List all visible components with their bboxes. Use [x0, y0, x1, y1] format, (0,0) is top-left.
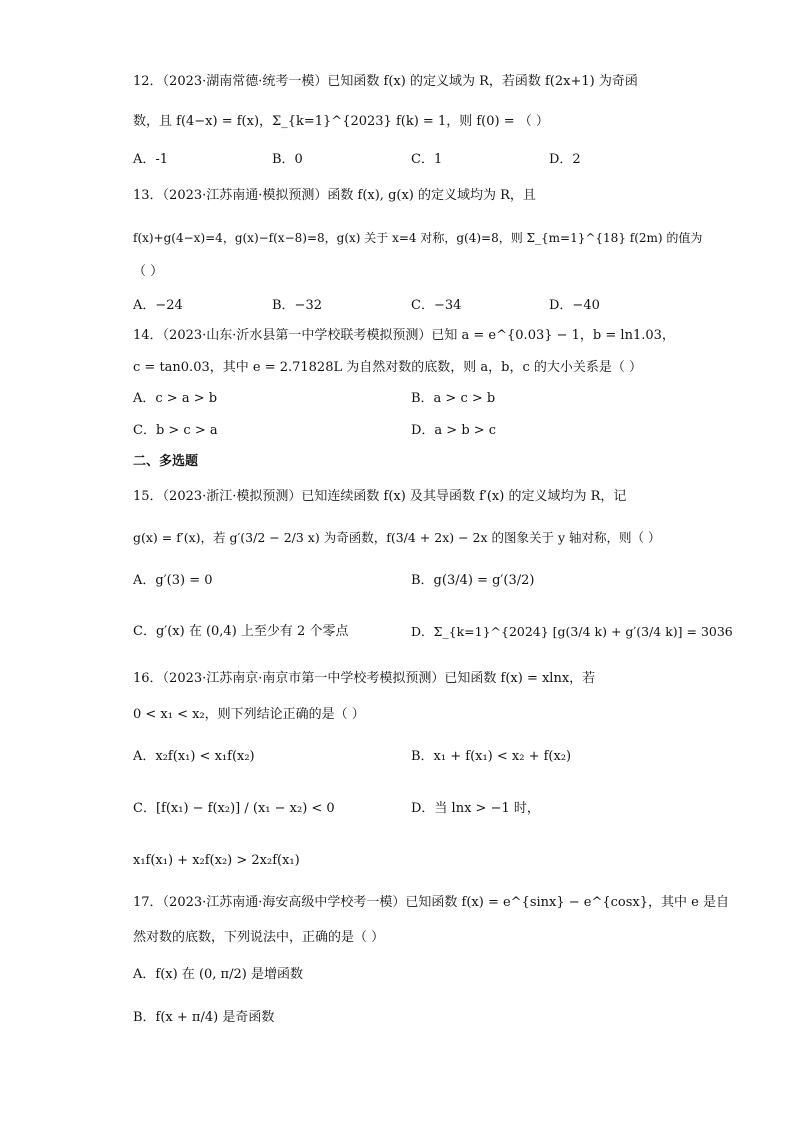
q13-option-b: B．−32 [272, 298, 322, 313]
q16-option-a: A．x₂f(x₁) < x₁f(x₂) [133, 749, 255, 764]
q14-line1: 14．（2023·山东·沂水县第一中学校联考模拟预测）已知 a = e^{0.03} − 1，b = ln1.03， [133, 328, 675, 343]
q17-option-a: A．f(x) 在 (0, π/2) 是增函数 [133, 967, 303, 982]
q14-option-b: B．a > c > b [411, 391, 496, 406]
q13-option-c: C．−34 [411, 298, 462, 313]
section-title-multiple-choice: 二、多选题 [133, 454, 199, 469]
q15-option-b: B．g(3/4) = g′(3/2) [411, 573, 535, 588]
q12-line2: 数，且 f(4−x) = f(x)，Σ_{k=1}^{2023} f(k) = 1，则 f(0) = （ ） [133, 114, 549, 129]
q13-line2: f(x)+g(4−x)=4，g(x)−f(x−8)=8，g(x) 关于 x=4 对称，g(4)=8，则 Σ_{m=1}^{18} f(2m) 的值为 [133, 231, 703, 245]
q14-line2: c = tan0.03，其中 e = 2.71828L 为自然对数的底数，则 a，b，c 的大小关系是（ ） [133, 360, 642, 375]
q12-option-b: B．0 [272, 152, 303, 167]
q15-option-c: C．g′(x) 在 (0,4) 上至少有 2 个零点 [133, 624, 349, 639]
q16-option-d-continuation: x₁f(x₁) + x₂f(x₂) > 2x₂f(x₁) [133, 853, 300, 868]
q15-line2: g(x) = f′(x)，若 g′(3/2 − 2/3 x) 为奇函数，f(3/4 + 2x) − 2x 的图象关于 y 轴对称，则（ ） [133, 530, 661, 545]
q14-option-a: A．c > a > b [133, 391, 218, 406]
q15-option-a: A．g′(3) = 0 [133, 573, 213, 588]
q14-option-d: D．a > b > c [411, 423, 497, 438]
q17-line2: 然对数的底数，下列说法中，正确的是（ ） [133, 930, 385, 945]
q17-option-b: B．f(x + π/4) 是奇函数 [133, 1010, 275, 1025]
q12-option-d: D．2 [549, 152, 581, 167]
q16-option-d: D．当 lnx > −1 时， [411, 801, 540, 816]
q16-line2: 0 < x₁ < x₂，则下列结论正确的是（ ） [133, 707, 365, 722]
q14-option-c: C．b > c > a [133, 423, 218, 438]
q12-option-c: C．1 [411, 152, 443, 167]
q17-line1: 17．（2023·江苏南通·海安高级中学校考一模）已知函数 f(x) = e^{sinx} − e^{cosx}，其中 e 是自 [133, 895, 729, 910]
q15-option-d: D．Σ_{k=1}^{2024} [g(3/4 k) + g′(3/4 k)] = 3036 [411, 624, 733, 639]
q16-option-b: B．x₁ + f(x₁) < x₂ + f(x₂) [411, 749, 572, 764]
q13-line1: 13．（2023·江苏南通·模拟预测）函数 f(x), g(x) 的定义域均为 R，且 [133, 188, 536, 203]
q16-line1: 16．（2023·江苏南京·南京市第一中学校考模拟预测）已知函数 f(x) = xlnx，若 [133, 671, 596, 686]
q13-line3: （ ） [133, 264, 164, 279]
q13-option-a: A．−24 [133, 298, 183, 313]
q12-option-a: A．-1 [133, 152, 169, 167]
q13-option-d: D．−40 [549, 298, 600, 313]
q16-option-c: C．[f(x₁) − f(x₂)] / (x₁ − x₂) < 0 [133, 801, 335, 816]
q15-line1: 15．（2023·浙江·模拟预测）已知连续函数 f(x) 及其导函数 f′(x) 的定义域均为 R，记 [133, 489, 627, 504]
q12-line1: 12．（2023·湖南常德·统考一模）已知函数 f(x) 的定义域为 R，若函数 f(2x+1) 为奇函 [133, 74, 638, 89]
